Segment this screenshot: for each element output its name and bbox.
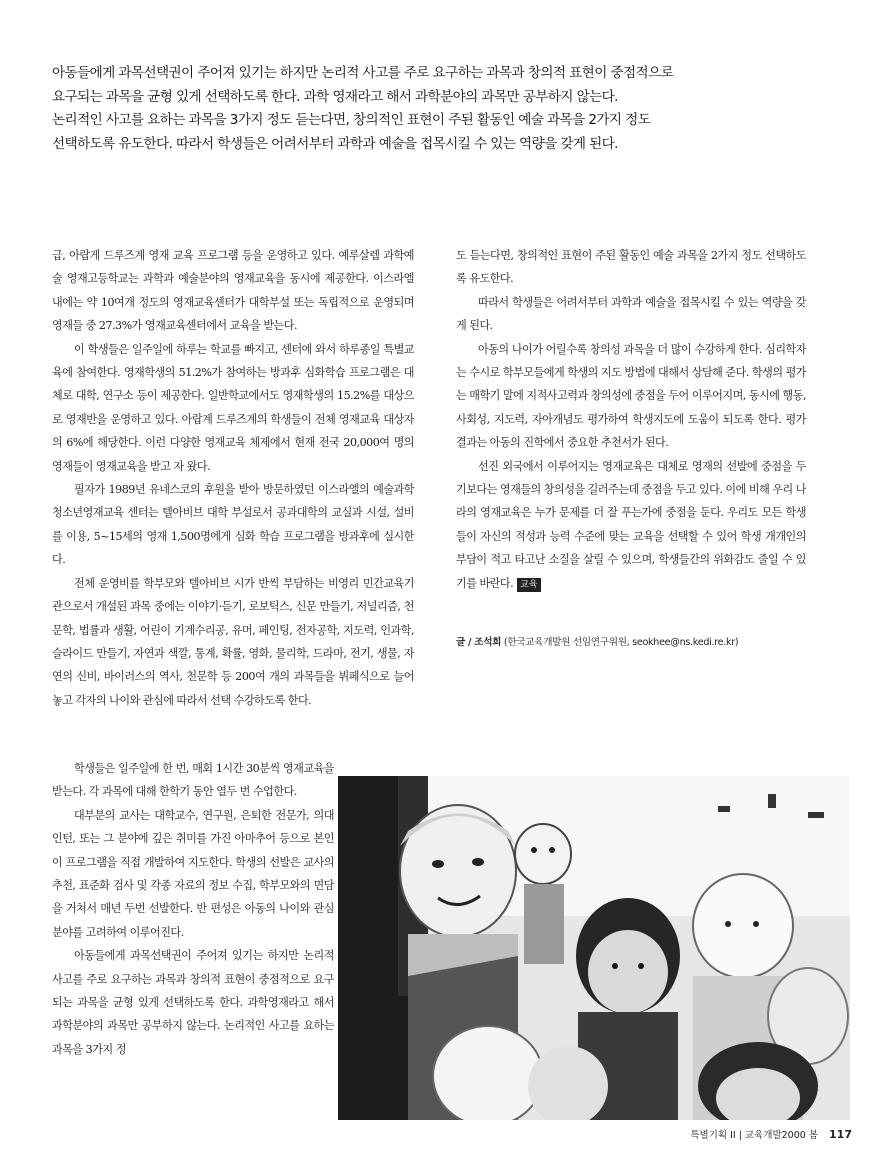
page-footer: [640, 1127, 852, 1141]
paragraph: 아동들에게 과목선택권이 주어져 있기는 하지만 논리적 사고를 주로 요구하는 과목과 창의적 표현이 중점적으로 요구되는 과목을 균형 있게 선택하도록 한다. 과학영재라고 해서 과학분야의 과목만 공부하지 않는다. 논리적인 사고를 요하는 과목을 3가지 정: [52, 949, 334, 1056]
left-column: [52, 244, 414, 712]
paragraph: 도 듣는다면, 창의적인 표현이 주된 활동인 예술 과목을 2가지 정도 선택하도록 유도한다.: [456, 249, 806, 286]
paragraph: 학생들은 일주일에 한 번, 매회 1시간 30분씩 영재교육을 받는다. 각 과목에 대해 한학기 동안 열두 번 수업한다.: [52, 762, 334, 799]
page-number: 117: [829, 1128, 852, 1141]
pull-quote-line: 아동들에게 과목선택권이 주어져 있기는 하지만 논리적 사고를 주로 요구하는 과목과 창의적 표현이 중점적으로: [52, 65, 674, 81]
left-column-narrow: [52, 757, 334, 1061]
pull-quote: [52, 62, 752, 156]
author-detail: (한국교육개발원 선임연구위원, seokhee@ns.kedi.re.kr): [503, 637, 739, 648]
paragraph-final: [456, 455, 806, 595]
paragraph-text: 선진 외국에서 이루어지는 영재교육은 대체로 영재의 선발에 중점을 두기보다는 영재들의 창의성을 길러주는데 중점을 두고 있다. 이에 비해 우리 나라의 영재교육은 누가 문제를 더 잘 푸는가에 중점을 둔다. 우리도 모든 학생들이 자신의 적성과 능력 수준에 맞는 교육을 선택할 수 있어 학생 개개인의 부담이 적고 타고난 소질을 살릴 수 있으며, 학생들간의 위화감도 줄일 수 있기를 바란다.: [456, 459, 807, 590]
author-name: 글 / 조석희: [456, 637, 502, 648]
pull-quote-line: 선택하도록 유도한다. 따라서 학생들은 어려서부터 과학과 예술을 접목시킬 수 있는 역량을 갖게 된다.: [52, 135, 618, 152]
paragraph: 대부분의 교사는 대학교수, 연구원, 은퇴한 전문가, 의대 인턴, 또는 그 분야에 깊은 취미를 가진 아마추어 등으로 본인이 프로그램을 직접 개발하여 지도한다. 학생의 선발은 교사의 추천, 표준화 검사 및 각종 자료의 정보 수집, 학부모와의 면담을 거쳐서 매년 두번 선발한다. 반 편성은 아동의 나이와 관심분야를 고려하여 이루어진다.: [52, 808, 334, 939]
byline: [456, 634, 816, 648]
paragraph: 따라서 학생들은 어려서부터 과학과 예술을 접목시킬 수 있는 역량을 갖게 된다.: [456, 295, 806, 333]
photo-children-icon: [338, 776, 850, 1120]
right-column: [456, 244, 806, 595]
paragraph: 이 학생들은 일주일에 하루는 학교를 빠지고, 센터에 와서 하루종일 특별교육에 참여한다. 영재학생의 51.2%가 참여하는 방과후 심화학습 프로그램은 대체로 대학, 연구소 등이 제공한다. 일반학교에서도 영재학생의 15.2%를 대상으로 영재반을 운영하고 있다. 아랍계 드루즈계의 학생들이 전체 영재교육 대상자의 6%에 해당한다. 이런 다양한 영재교육 체제에서 현재 전국 20,000여 명의 영재들이 영재교육을 받고 자 왔다.: [52, 342, 414, 473]
pull-quote-line: 논리적인 사고를 요하는 과목을 3가지 정도 듣는다면, 창의적인 표현이 주된 활동인 예술 과목을 2가지 정도: [52, 112, 651, 128]
children-photo: [338, 776, 850, 1120]
paragraph: 필자가 1989년 유네스코의 후원을 받아 방문하였던 이스라엘의 예술과학 청소년영재교육 센터는 텔아비브 대학 부설로서 공과대학의 교실과 시설, 설비를 이용, 5~15세의 영재 1,500명에게 심화 학습 프로그램을 방과후에 실시한다.: [52, 483, 414, 567]
paragraph: 급, 아랍게 드루즈계 영재 교육 프로그램 등을 운영하고 있다. 예루살렘 과학예술 영재고등학교는 과학과 예술분야의 영재교육을 동시에 제공한다. 이스라엘 내에는 약 10여개 정도의 영재교육센터가 대학부설 또는 독립적으로 운영되며 영재들 중 27.3%가 영재교육센터에서 교육을 받는다.: [52, 249, 414, 333]
footer-section: 특별기획 II | 교육개발2000 봄: [690, 1130, 818, 1141]
end-mark-icon: 교육: [517, 578, 540, 592]
pull-quote-line: 요구되는 과목을 균형 있게 선택하도록 한다. 과학 영재라고 해서 과학분야의 과목만 공부하지 않는다.: [52, 88, 618, 105]
paragraph: 아동의 나이가 어릴수록 창의성 과목을 더 많이 수강하게 한다. 심리학자는 수시로 학부모들에게 학생의 지도 방법에 대해서 상담해 준다. 학생의 평가는 매학기 말에 지적사고력과 창의성에 중점을 두어 이루어지며, 동시에 행동, 사회성, 지도력, 자아개념도 평가하여 학생지도에 도움이 되도록 한다. 평가 결과는 아동의 진학에서 중요한 추천서가 된다.: [456, 342, 807, 450]
paragraph: 전체 운영비를 학부모와 텔아비브 시가 반씩 부담하는 비영리 민간교육기관으로서 개설된 과목 중에는 이야기·듣기, 로보틱스, 신문 만들기, 저널리즘, 천문학, 법률과 생활, 어린이 기계수리공, 유머, 페인팅, 전자공학, 지도력, 인과학, 슬라이드 만들기, 자연과 색깔, 통계, 확률, 영화, 물리학, 드라마, 전기, 생물, 자연의 신비, 바이러스의 역사, 천문학 등 200여 개의 과목들을 뷔페식으로 늘어놓고 각자의 나이와 관심에 따라서 선택 수강하도록 한다.: [52, 576, 414, 707]
